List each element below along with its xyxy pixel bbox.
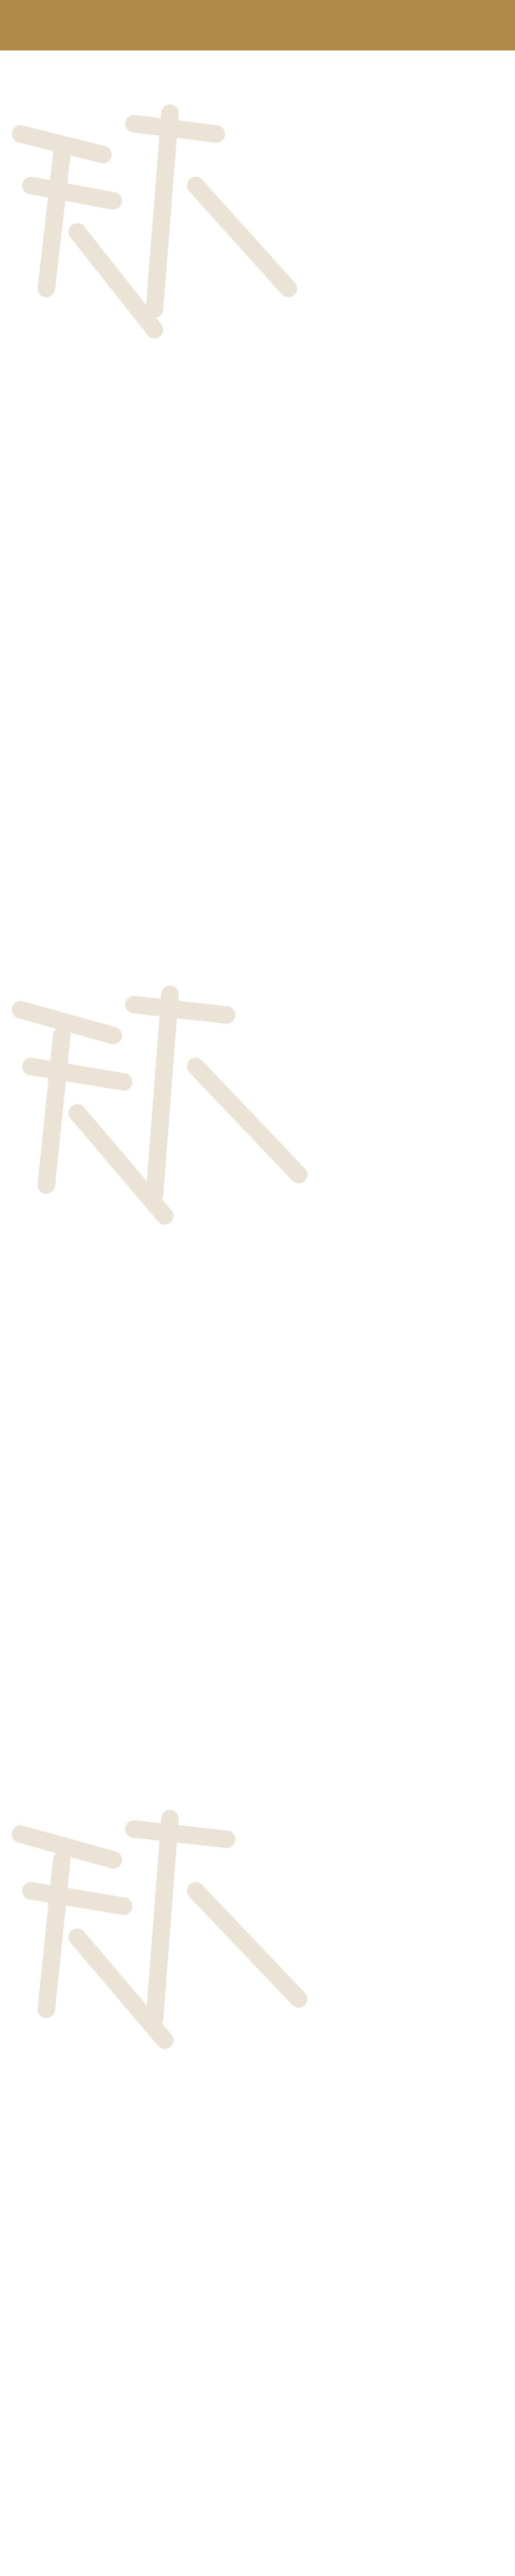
table-header <box>0 0 515 50</box>
city-column-header <box>102 0 220 50</box>
date-column-header <box>8 0 85 50</box>
policy-column-header <box>227 0 515 50</box>
